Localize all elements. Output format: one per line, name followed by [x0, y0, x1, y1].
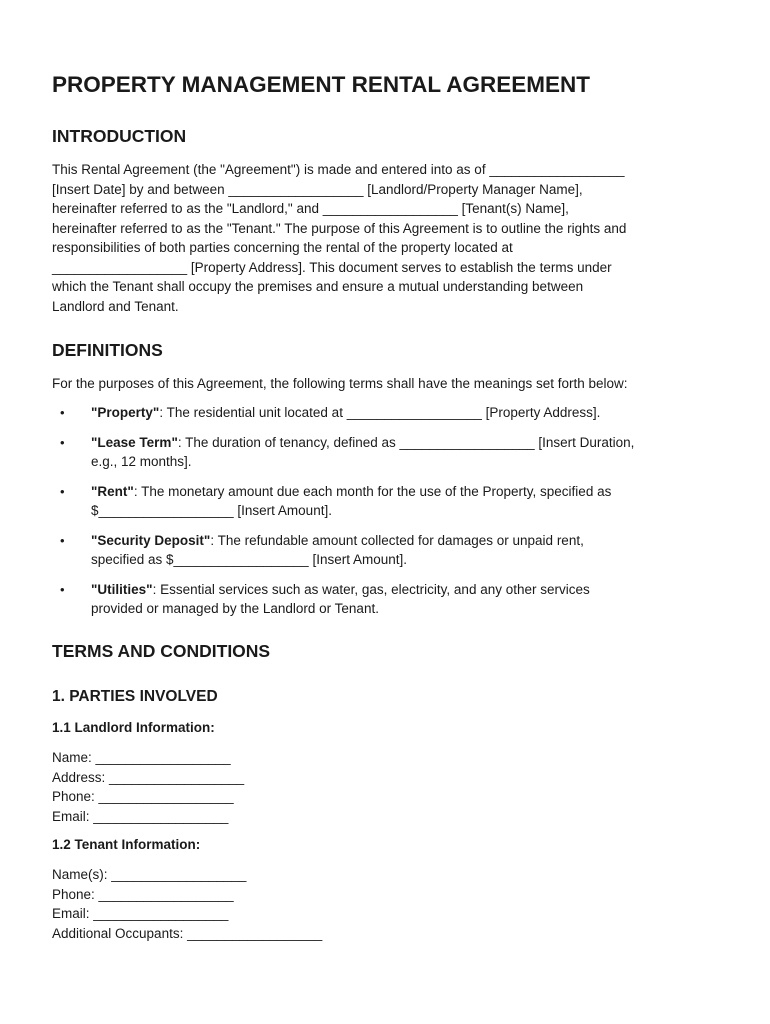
definition-text: : The monetary amount due each month for the use of the Property, specified as — [133, 483, 612, 499]
definition-item — [52, 482, 722, 521]
bullet-icon: • — [60, 483, 65, 499]
definition-item — [52, 403, 722, 423]
bullet-icon: • — [60, 581, 65, 597]
definition-text: : The residential unit located at __________________ [Property Address]. — [159, 405, 601, 420]
definitions-list — [52, 403, 722, 619]
definition-item — [52, 531, 722, 570]
intro-line: This Rental Agreement (the "Agreement") is made and entered into as of __________________ — [52, 162, 625, 177]
tenant-phone-field: Phone: __________________ — [52, 886, 234, 902]
definition-term: "Security Deposit" — [91, 532, 211, 548]
intro-line: [Insert Date] by and between __________________ [Landlord/Property Manager Name], — [52, 181, 583, 197]
intro-line: Landlord and Tenant. — [52, 298, 179, 314]
definition-term: "Property" — [91, 405, 160, 420]
document-title: PROPERTY MANAGEMENT RENTAL AGREEMENT — [52, 72, 590, 97]
landlord-name-field: Name: __________________ — [52, 750, 231, 765]
landlord-fields — [52, 748, 244, 826]
definition-text: : The duration of tenancy, defined as __________________ [Insert Duration, — [177, 434, 635, 450]
landlord-address-field: Address: __________________ — [52, 769, 245, 785]
tenant-info-heading: 1.2 Tenant Information: — [52, 837, 201, 852]
tenant-email-field: Email: __________________ — [52, 906, 229, 921]
landlord-info-heading: 1.1 Landlord Information: — [52, 720, 215, 735]
landlord-email-field: Email: __________________ — [52, 808, 229, 824]
intro-line: hereinafter referred to as the "Landlord," and __________________ [Tenant(s) Name], — [52, 201, 569, 216]
intro-line: which the Tenant shall occupy the premises and ensure a mutual understanding between — [52, 279, 584, 294]
definition-text-continued: $__________________ [Insert Amount]. — [91, 503, 332, 518]
additional-occupants-field: Additional Occupants: __________________ — [52, 925, 323, 941]
introduction-paragraph — [52, 160, 626, 316]
tenant-names-field: Name(s): __________________ — [52, 867, 247, 882]
definition-text-continued: provided or managed by the Landlord or Tenant. — [91, 601, 379, 616]
landlord-phone-field: Phone: __________________ — [52, 789, 234, 804]
definition-item — [52, 580, 722, 619]
tenant-fields — [52, 865, 322, 943]
definition-term: "Lease Term" — [91, 434, 178, 450]
intro-line: responsibilities of both parties concerning the rental of the property located at — [52, 240, 513, 255]
definitions-intro: For the purposes of this Agreement, the following terms shall have the meanings set forth below: — [52, 376, 628, 391]
introduction-heading: INTRODUCTION — [52, 126, 187, 146]
definitions-heading: DEFINITIONS — [52, 340, 163, 360]
intro-line: __________________ [Property Address]. This document serves to establish the terms under — [52, 259, 612, 275]
bullet-icon: • — [60, 405, 65, 420]
definition-text-continued: e.g., 12 months]. — [91, 454, 192, 469]
definition-text-continued: specified as $__________________ [Insert Amount]. — [91, 552, 407, 567]
definition-text: : Essential services such as water, gas, electricity, and any other services — [152, 581, 590, 597]
bullet-icon: • — [60, 532, 65, 548]
definition-term: "Utilities" — [91, 581, 153, 597]
terms-heading: TERMS AND CONDITIONS — [52, 641, 271, 661]
intro-line: hereinafter referred to as the "Tenant." The purpose of this Agreement is to outline the rights and — [52, 220, 627, 236]
definition-item — [52, 433, 722, 472]
definition-term: "Rent" — [91, 483, 134, 499]
section-1-heading: 1. PARTIES INVOLVED — [52, 688, 218, 705]
bullet-icon: • — [60, 434, 65, 450]
definition-text: : The refundable amount collected for damages or unpaid rent, — [210, 532, 584, 548]
